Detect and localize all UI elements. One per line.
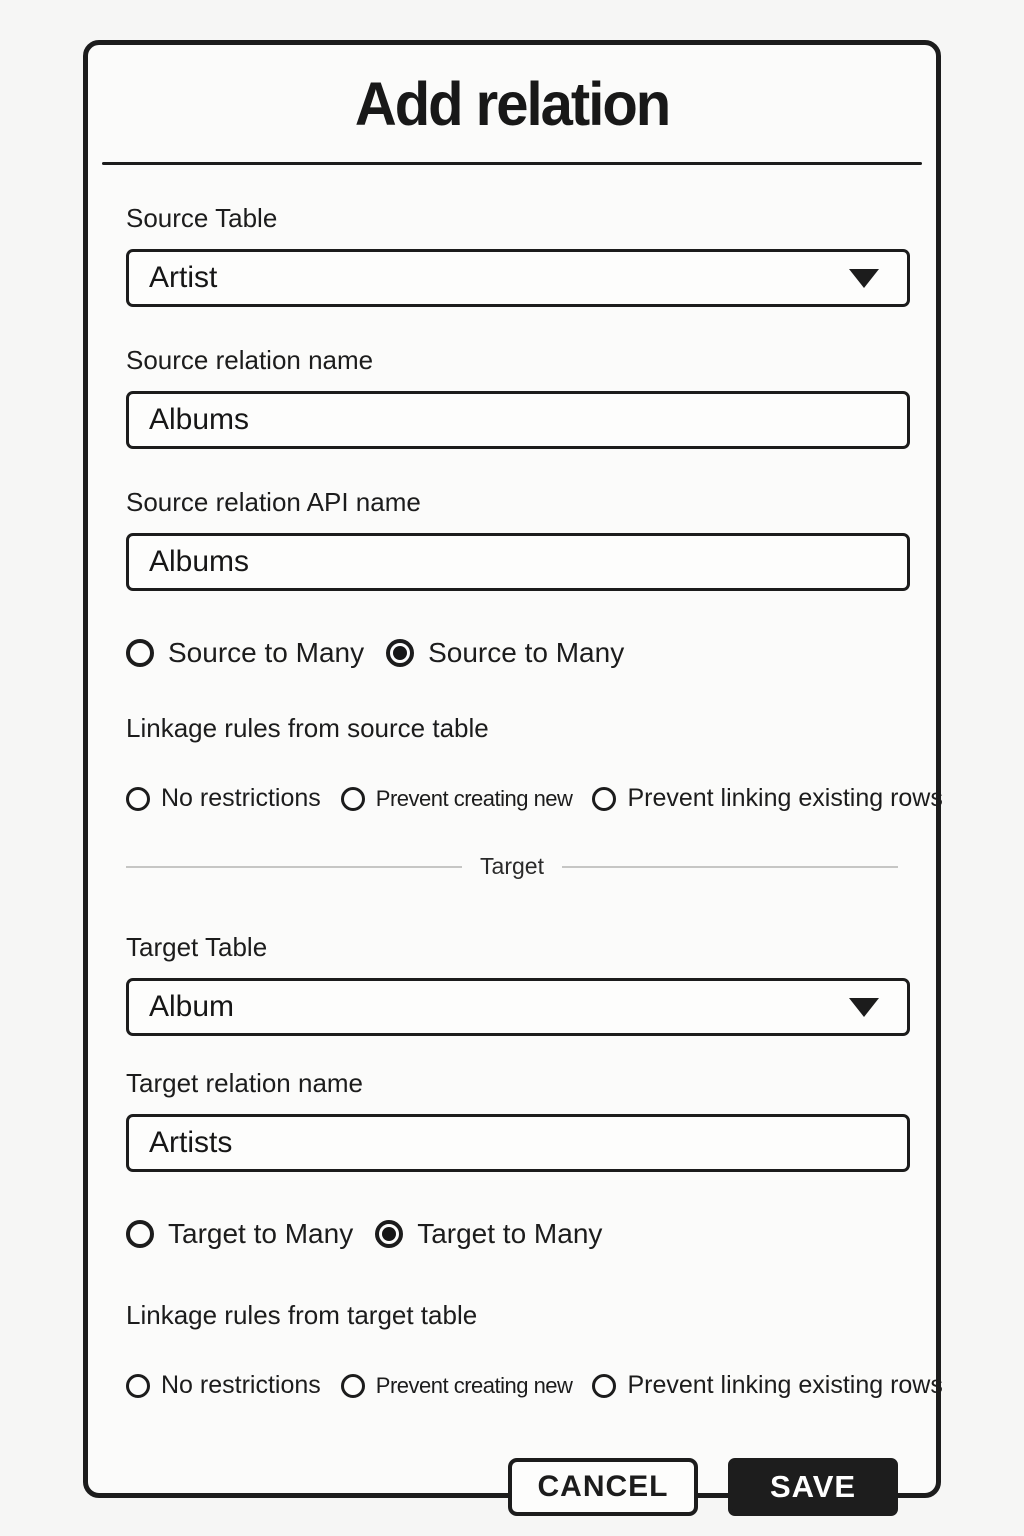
target-linkage-no-restrictions[interactable]: No restrictions [126,1371,321,1400]
radio-selected-icon [386,639,414,667]
source-cardinality-option-1[interactable]: Source to Many [126,637,364,669]
radio-icon [126,1374,150,1398]
target-table-select[interactable] [126,978,910,1036]
source-linkage-prevent-creating[interactable]: Prevent creating new [341,786,573,812]
add-relation-dialog [83,40,943,1504]
source-relation-api-name-input[interactable] [126,533,910,591]
source-linkage-group [126,784,943,813]
save-button[interactable]: SAVE [728,1458,898,1516]
title-divider [102,162,922,165]
target-relation-name-label: Target relation name [126,1068,364,1098]
radio-icon [592,787,616,811]
radio-icon [126,787,150,811]
target-linkage-group [126,1371,943,1400]
source-relation-name-input[interactable] [126,391,910,449]
source-section [126,203,943,813]
target-linkage-label: Linkage rules from target table [126,1300,478,1330]
dialog-title: Add relation [354,70,670,139]
source-relation-name-label: Source relation name [126,345,374,375]
target-linkage-prevent-linking[interactable]: Prevent linking existing rows [592,1371,942,1400]
target-table-label: Target Table [126,932,268,962]
target-cardinality-option-1[interactable]: Target to Many [126,1218,353,1250]
source-table-select[interactable] [126,249,910,307]
dialog-button-row [126,1458,898,1516]
source-cardinality-group [126,637,898,669]
source-linkage-label: Linkage rules from source table [126,713,489,743]
divider-line-left [126,866,462,868]
target-table-value: Album [149,990,235,1023]
source-linkage-no-restrictions[interactable]: No restrictions [126,784,321,813]
caret-down-icon [849,269,879,288]
target-cardinality-group [126,1218,898,1250]
source-relation-api-name-label: Source relation API name [126,487,421,517]
radio-icon [126,639,154,667]
source-linkage-prevent-linking[interactable]: Prevent linking existing rows [592,784,942,813]
divider-label: Target [480,853,544,879]
source-table-label: Source Table [126,203,278,233]
radio-icon [126,1220,154,1248]
target-relation-name-input[interactable] [126,1114,910,1172]
radio-selected-icon [375,1220,403,1248]
radio-icon [592,1374,616,1398]
radio-icon [341,787,365,811]
radio-icon [341,1374,365,1398]
target-cardinality-option-2[interactable]: Target to Many [375,1218,602,1250]
caret-down-icon [849,998,879,1017]
target-section [126,932,943,1400]
cancel-button[interactable]: CANCEL [508,1458,698,1516]
source-cardinality-option-2[interactable]: Source to Many [386,637,624,669]
target-linkage-prevent-creating[interactable]: Prevent creating new [341,1373,573,1399]
target-section-divider [126,853,898,880]
source-table-value: Artist [149,261,218,294]
divider-line-right [562,866,898,868]
